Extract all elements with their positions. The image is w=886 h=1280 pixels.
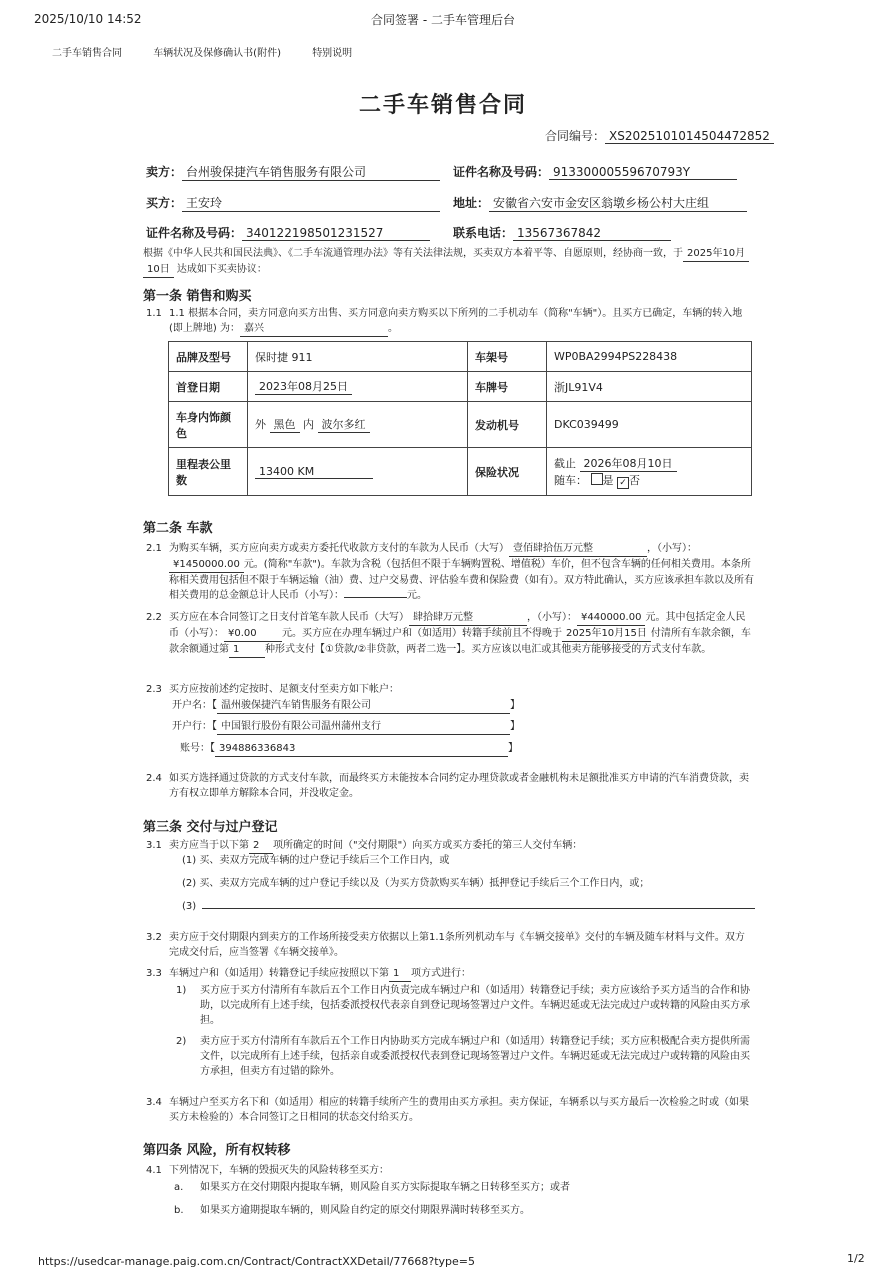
- insurance-prefix: 截止: [554, 456, 576, 470]
- buyer-label: 买方：: [146, 196, 183, 210]
- no-label: 否: [629, 473, 640, 487]
- clause-2-1-c: 元。(简称"车款")。车款为含税（包括但不限于车辆购置税、增值税）车价，但不包含车辆的任何相关费用。本条所称相关费用包括但不限于车辆运输（油）费、过户交易费、评估验车费和保险费（如有）。双方特此确认，买方应该承担车款以及所有相关费用的总金额总计人民币（小写）：: [169, 559, 754, 601]
- contract-number-value: XS2025101014504472852: [605, 129, 774, 144]
- clause-1-1-num: 1.1: [146, 308, 162, 319]
- clause-2-1: [169, 541, 754, 603]
- brand-value: 保时捷 911: [248, 342, 468, 372]
- preamble: [143, 246, 755, 278]
- clause-3-3-num: 3.3: [146, 968, 162, 979]
- clause-4-1-b: 如果买方逾期提取车辆的，则风险自约定的原交付期限界满时转移至买方。: [200, 1205, 530, 1216]
- clause-3-2-num: 3.2: [146, 932, 162, 943]
- vin-label: 车架号: [468, 342, 547, 372]
- tab-bar: [52, 44, 380, 59]
- section-4-title: 第四条 风险，所有权转移: [143, 1143, 291, 1158]
- first-payment-capital: 肆拾肆万元整: [409, 610, 527, 626]
- clause-3-1-num: 3.1: [146, 840, 162, 851]
- clause-2-3-num: 2.3: [146, 684, 162, 695]
- interior-color: 波尔多红: [318, 416, 370, 433]
- preamble-date1: 2025年10月: [683, 246, 749, 262]
- bank-name: 中国银行股份有限公司温州蒲州支行: [217, 719, 510, 735]
- exterior-color: 黑色: [270, 416, 300, 433]
- clause-3-3-item2-num: 2): [176, 1036, 187, 1047]
- buyer-phone-label: 联系电话：: [453, 226, 514, 240]
- buyer-id: 340122198501231527: [242, 226, 430, 241]
- clause-4-1-a: 如果买方在交付期限内提取车辆，则风险自买方实际提取车辆之日转移至买方；或者: [200, 1182, 570, 1193]
- clause-3-1-item3-line: [202, 908, 755, 909]
- clause-2-1-num: 2.1: [146, 543, 162, 554]
- buyer-row: [146, 194, 440, 212]
- clause-2-3: 买方应按前述约定按时、足额支付至卖方如下帐户：: [169, 684, 399, 695]
- page-title: 合同签署 - 二手车管理后台: [371, 13, 515, 27]
- clause-3-3-item1-num: 1): [176, 985, 187, 996]
- mileage-label: 里程表公里数: [169, 448, 248, 496]
- clause-4-1-b-num: b.: [174, 1205, 184, 1216]
- clause-2-1-a: 为购买车辆，买方应向卖方或卖方委托代收款方支付的车款为人民币（大写）: [169, 543, 509, 554]
- plate-label: 车牌号: [468, 372, 547, 402]
- clause-2-2-f: 种形式支付【①贷款/②非贷款，两者二选一】。买方应该以电汇或其他卖方能够接受的方式支付车款。: [265, 644, 712, 655]
- clause-1-1-text: 1.1 根据本合同，卖方同意向买方出售、买方同意向卖方购买以下所列的二手机动车（简称"车辆"）。且买方已确定，车辆的转入地: [169, 308, 743, 319]
- clause-3-4-num: 3.4: [146, 1097, 162, 1108]
- plate-value: 浙JL91V4: [547, 372, 752, 402]
- exterior-prefix: 外: [255, 418, 266, 431]
- preamble-text2: 达成如下买卖协议：: [176, 264, 267, 275]
- clause-2-2-num: 2.2: [146, 612, 162, 623]
- section-1-title: 第一条 销售和购买: [143, 289, 252, 304]
- seller-id-label: 证件名称及号码：: [453, 165, 550, 179]
- print-datetime: 2025/10/10 14:52: [34, 12, 142, 26]
- clause-2-2-e: 付清所有车款余额，车款余额通过第: [169, 628, 751, 655]
- account-number: 394886336843: [215, 741, 508, 757]
- buyer-id-row: [146, 224, 430, 241]
- clause-2-2-d: 元。买方应在办理车辆过户和（如适用）转籍手续前且不得晚于: [282, 628, 562, 639]
- vehicle-table: [168, 341, 752, 496]
- reg-date-cell: [248, 372, 468, 402]
- price-capital: 壹佰肆拾伍万元整: [509, 541, 647, 557]
- clause-3-1-item3-num: (3): [182, 901, 197, 912]
- clause-4-1-a-num: a.: [174, 1182, 184, 1193]
- bank-label: 开户行：【: [172, 721, 217, 732]
- clause-3-4: 车辆过户至买方名下和（如适用）相应的转籍手续所产生的费用由买方承担。卖方保证，车辆系以与买方最后一次检验之时或（如果买方未检验的）本合同签订之日相同的状态交付给买方。: [169, 1097, 749, 1123]
- clause-3-1: [169, 838, 754, 854]
- preamble-date2: 10日: [143, 262, 174, 278]
- color-label: 车身内饰颜色: [169, 402, 248, 448]
- seller-id: 91330000559670793Y: [549, 165, 737, 180]
- account-number-close: 】: [508, 743, 518, 754]
- clause-3-3: [169, 966, 754, 982]
- transfer-option: 1: [389, 966, 411, 982]
- buyer-address: 安徽省六安市金安区翁墩乡杨公村大庄组: [489, 194, 747, 212]
- checkbox-no[interactable]: ✓: [617, 477, 629, 489]
- buyer-phone: 13567367842: [513, 226, 671, 241]
- color-cell: [248, 402, 468, 448]
- account-name-row: [172, 698, 520, 714]
- page-url: https://usedcar-manage.paig.com.cn/Contract/ContractXXDetail/77668?type=5: [38, 1255, 475, 1268]
- clause-2-2-b: ，（小写）：: [527, 612, 577, 623]
- insurance-cell: [547, 448, 752, 496]
- engine-label: 发动机号: [468, 402, 547, 448]
- checkbox-yes[interactable]: [591, 473, 603, 485]
- balance-due-date: 2025年10月15日: [562, 626, 651, 642]
- account-number-row: [180, 741, 518, 757]
- clause-3-1-b: 项所确定的时间（"交付期限"）向买方或买方委托的第三人交付车辆：: [273, 840, 583, 851]
- account-name-label: 开户名：【: [172, 700, 217, 711]
- section-2-title: 第二条 车款: [143, 521, 213, 536]
- mileage-cell: [248, 448, 468, 496]
- price-number: ¥1450000.00: [169, 557, 244, 573]
- clause-3-3-item2: 卖方应于买方付清所有车款后五个工作日内协助买方完成车辆过户和（如适用）转籍登记手续；买方应积极配合卖方提供所需文件，以完成所有上述手续，包括亲自或委派授权代表到登记现场签署过户文件。车辆迟延或无法完成过户或转籍的风险由买方承担，但卖方有过错的除外。: [200, 1036, 750, 1077]
- seller-row: [146, 163, 440, 181]
- clause-2-2-c: 元。其中包括定金人民币（小写）：: [169, 612, 746, 639]
- deposit-amount: ¥0.00: [224, 626, 282, 642]
- transfer-city: 嘉兴: [240, 321, 388, 337]
- clause-3-2: 卖方应于交付期限内到卖方的工作场所接受卖方依据以上第1.1条所列机动车与《车辆交接单》交付的车辆及随车材料与文件。双方完成交付后，应当签署《车辆交接单》。: [169, 932, 745, 958]
- table-row: [169, 402, 752, 448]
- reg-date-label: 首登日期: [169, 372, 248, 402]
- table-row: [169, 372, 752, 402]
- insurance-label: 保险状况: [468, 448, 547, 496]
- clause-2-2-a: 买方应在本合同签订之日支付首笔车款人民币（大写）: [169, 612, 409, 623]
- clause-4-1: 下列情况下，车辆的毁损灭失的风险转移至买方：: [169, 1165, 389, 1176]
- clause-2-1-b: ，（小写）：: [647, 543, 697, 554]
- clause-1-1-end: 。: [387, 323, 398, 334]
- total-amount: [344, 597, 407, 598]
- contract-number: [545, 127, 774, 144]
- clause-3-1-item2: (2) 买、卖双方完成车辆的过户登记手续以及（为买方贷款购买车辆）抵押登记手续后三个工作日内，或；: [182, 878, 650, 889]
- page-number: 1/2: [847, 1252, 865, 1265]
- buyer-address-row: [453, 194, 747, 212]
- section-3-title: 第三条 交付与过户登记: [143, 820, 278, 835]
- bank-close: 】: [510, 721, 520, 732]
- engine-value: DKC039499: [547, 402, 752, 448]
- document-title: 二手车销售合同: [358, 93, 527, 118]
- vin-value: WP0BA2994PS228438: [547, 342, 752, 372]
- clause-2-4-num: 2.4: [146, 773, 162, 784]
- insurance-date: 2026年08月10日: [580, 455, 677, 472]
- buyer-id-label: 证件名称及号码：: [146, 226, 243, 240]
- first-payment-number: ¥440000.00: [577, 610, 645, 626]
- clause-3-1-item1: (1) 买、卖双方完成车辆的过户登记手续后三个工作日内，或: [182, 855, 450, 866]
- buyer-address-label: 地址：: [453, 196, 490, 210]
- table-row: [169, 342, 752, 372]
- delivery-option: 2: [249, 838, 273, 854]
- clause-3-3-item1: 买方应于买方付清所有车款后五个工作日内负责完成车辆过户和（如适用）转籍登记手续；卖方应该给予买方适当的合作和协助，以完成所有上述手续，包括委派授权代表亲自到登记现场签署过户文件。车辆迟延或无法完成过户或转籍的风险由买方承担。: [200, 985, 750, 1026]
- clause-3-1-item3: [182, 899, 755, 914]
- clause-3-3-b: 项方式进行：: [411, 968, 471, 979]
- clause-1-1: [169, 306, 754, 337]
- buyer-name: 王安玲: [182, 194, 440, 212]
- payment-way: 1: [229, 642, 265, 658]
- brand-label: 品牌及型号: [169, 342, 248, 372]
- yes-label: 是: [602, 473, 614, 487]
- tab-special-notes[interactable]: 特别说明: [312, 48, 353, 59]
- clause-3-1-a: 卖方应当于以下第: [169, 840, 249, 851]
- clause-3-3-a: 车辆过户和（如适用）转籍登记手续应按照以下第: [169, 968, 389, 979]
- account-number-label: 账号：【: [180, 743, 215, 754]
- reg-date-value: 2023年08月25日: [255, 378, 352, 395]
- clause-4-1-num: 4.1: [146, 1165, 162, 1176]
- account-name-close: 】: [510, 700, 520, 711]
- seller-label: 卖方：: [146, 165, 183, 179]
- clause-1-1-text2: (即上牌地) 为：: [169, 323, 240, 334]
- preamble-text: 根据《中华人民共和国民法典》、《二手车流通管理办法》等有关法律法规，买卖双方本着平等、自愿原则，经协商一致，于: [143, 248, 683, 259]
- tab-vehicle-condition[interactable]: 车辆状况及保修确认书(附件): [153, 48, 281, 59]
- tab-contract[interactable]: 二手车销售合同: [52, 48, 122, 59]
- clause-2-2: [169, 610, 754, 658]
- clause-2-1-end: 元。: [407, 590, 427, 601]
- clause-2-4: 如买方选择通过贷款的方式支付车款，而最终买方未能按本合同约定办理贷款或者金融机构未足额批准买方申请的汽车消费贷款，卖方有权立即单方解除本合同，并没收定金。: [169, 773, 749, 799]
- table-row: [169, 448, 752, 496]
- insurance-follow-label: 随车：: [554, 473, 587, 487]
- mileage-value: 13400 KM: [255, 465, 373, 479]
- contract-number-label: 合同编号：: [545, 129, 606, 143]
- account-name: 温州骏保捷汽车销售服务有限公司: [217, 698, 510, 714]
- bank-row: [172, 719, 520, 735]
- seller-id-row: [453, 163, 737, 180]
- seller-name: 台州骏保捷汽车销售服务有限公司: [182, 163, 440, 181]
- buyer-phone-row: [453, 224, 671, 241]
- interior-prefix: 内: [303, 418, 314, 431]
